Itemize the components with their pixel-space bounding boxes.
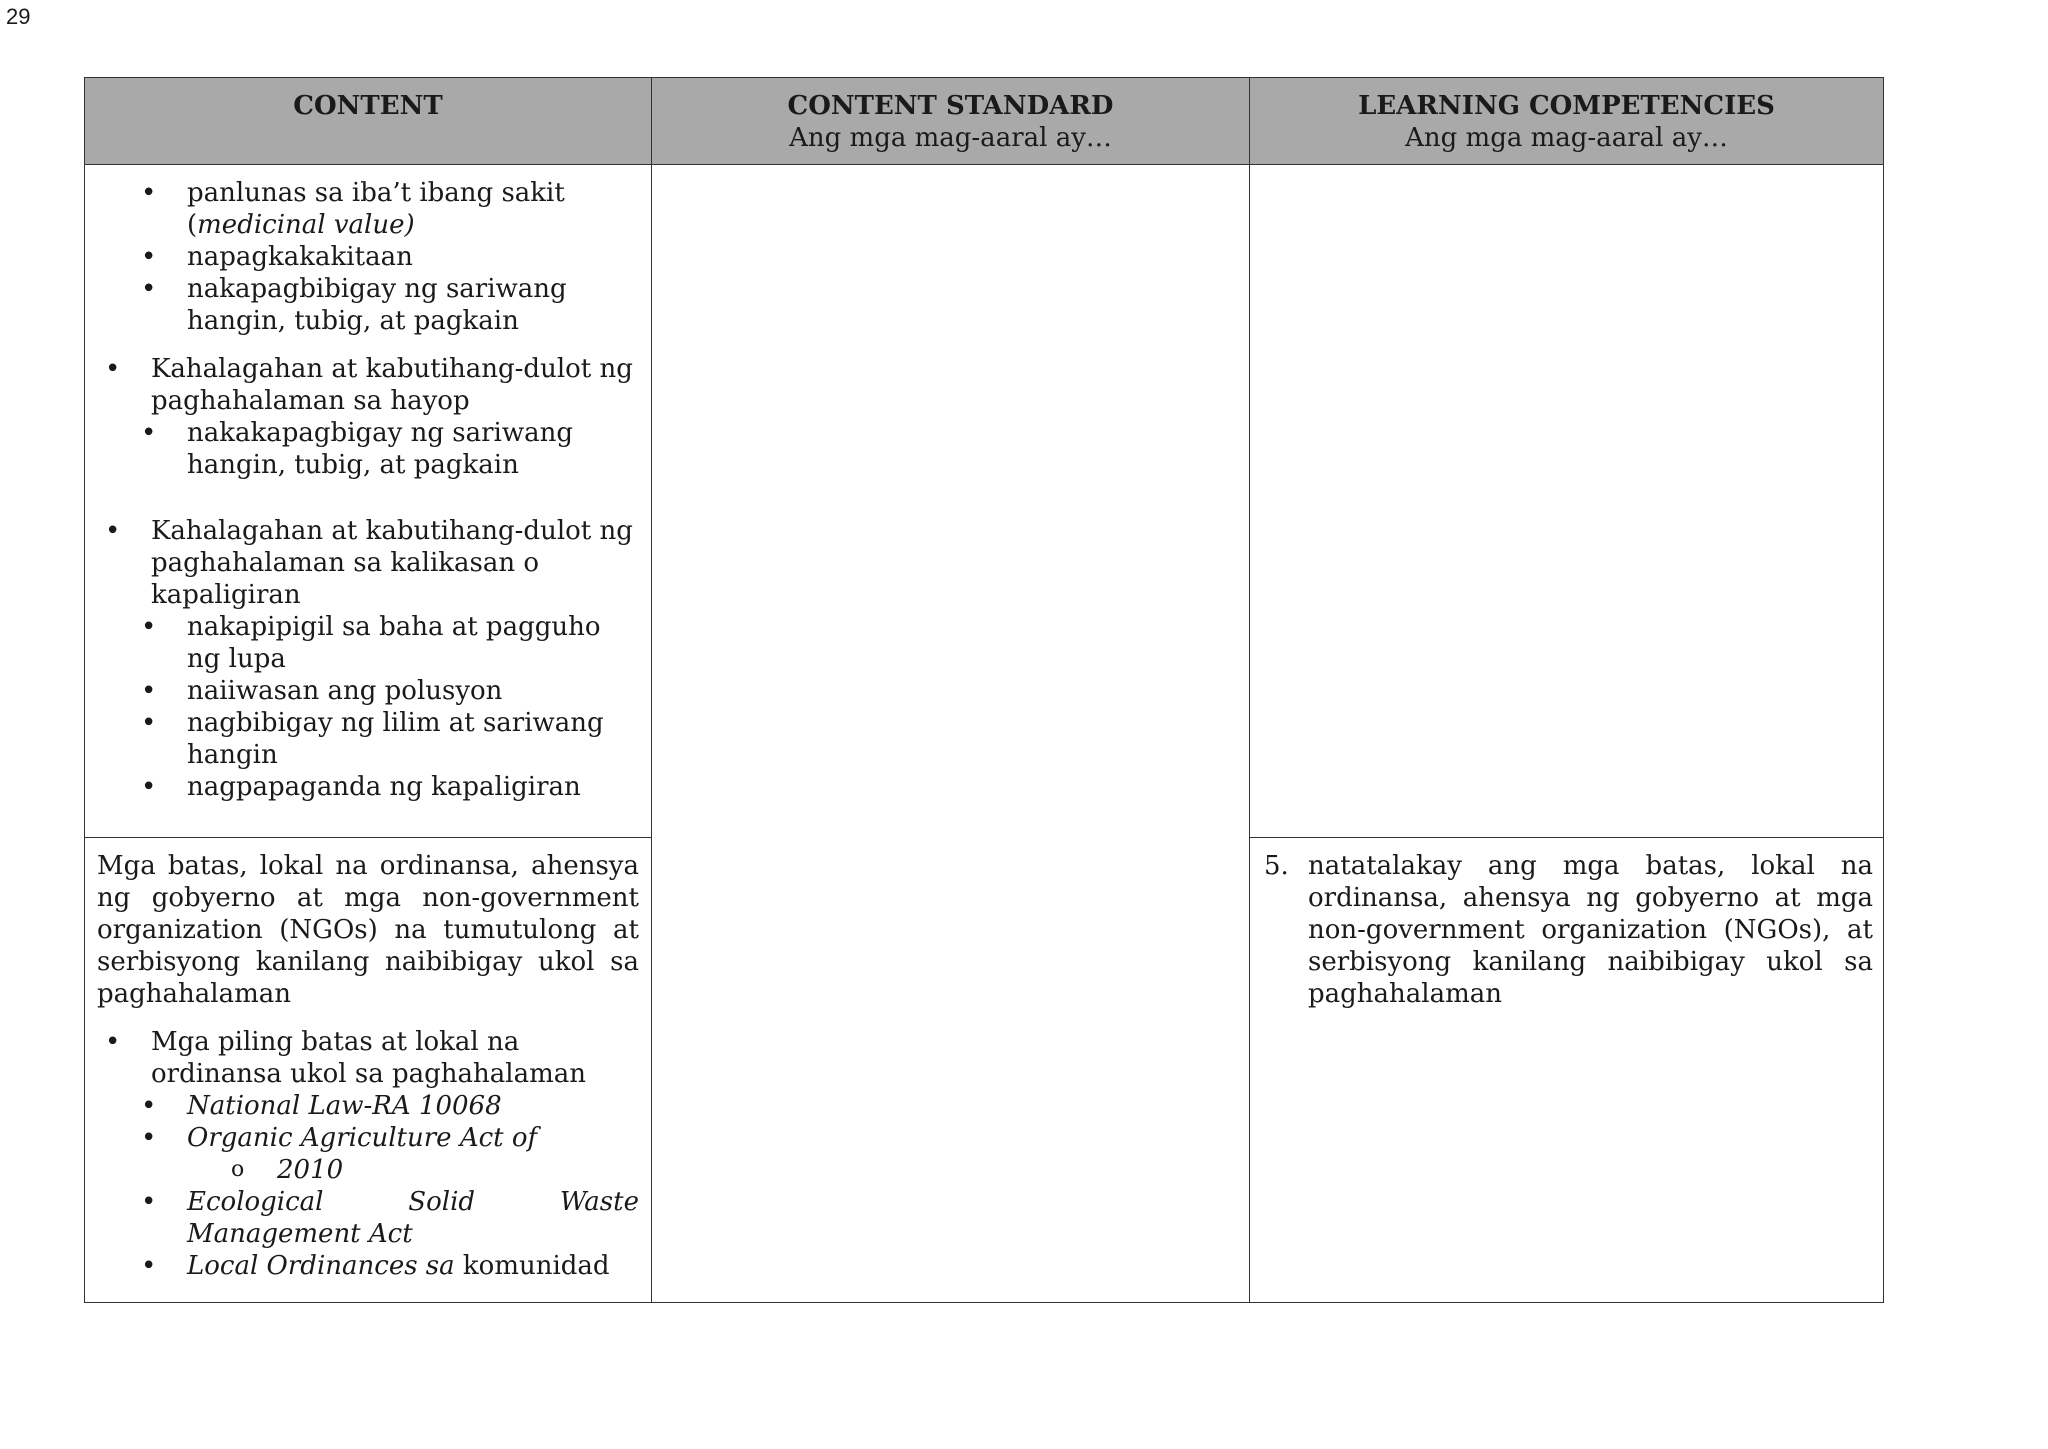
bullet-list	[97, 353, 639, 481]
list-item: • Local Ordinances sa komunidad	[97, 1250, 639, 1282]
list-item: • nakapipigil sa baha at pagguho ng lupa	[97, 611, 639, 675]
table-row	[85, 165, 1884, 838]
table-header-row	[85, 78, 1884, 165]
list-item: o 2010	[97, 1154, 639, 1186]
header-content-title: CONTENT	[293, 91, 443, 121]
competency-text: natatalakay ang mga batas, lokal na ordinansa, ahensya ng gobyerno at mga non-government organization (NGOs), at serbisyong kanilang naibibigay ukol sa paghahalaman	[1308, 851, 1873, 1009]
header-content-standard-title: CONTENT STANDARD	[787, 91, 1114, 121]
list-item: • nagpapaganda ng kapaligiran	[97, 771, 639, 803]
list-item: • nagbibigay ng lilim at sariwang hangin	[97, 707, 639, 771]
laws-intro-text: Mga batas, lokal na ordinansa, ahensya ng gobyerno at mga non-government organization (NGOs) na tumutulong at serbisyong kanilang naibibigay ukol sa paghahalaman	[97, 851, 639, 1009]
header-content-standard	[652, 78, 1250, 165]
list-item: • Mga piling batas at lokal na ordinansa ukol sa paghahalaman	[97, 1026, 639, 1090]
header-content-standard-subtitle: Ang mga mag-aaral ay…	[789, 123, 1112, 153]
bullet-list	[97, 515, 639, 803]
competency-cell	[1250, 838, 1884, 1303]
header-learning-competencies-title: LEARNING COMPETENCIES	[1358, 91, 1775, 121]
list-item: • nakakapagbigay ng sariwang hangin, tubig, at pagkain	[97, 417, 639, 481]
list-item: • napagkakakitaan	[97, 241, 639, 273]
curriculum-table	[84, 77, 1884, 1303]
list-item: • Organic Agriculture Act of	[97, 1122, 639, 1154]
content-standard-cell	[652, 165, 1250, 1303]
bullet-list	[97, 177, 639, 337]
header-learning-competencies-subtitle: Ang mga mag-aaral ay…	[1405, 123, 1728, 153]
header-learning-competencies	[1250, 78, 1884, 165]
header-content	[85, 78, 652, 165]
list-item: • Ecological Solid Waste Management Act	[97, 1186, 639, 1250]
competency-number: 5.	[1264, 851, 1289, 881]
list-item: • naiiwasan ang polusyon	[97, 675, 639, 707]
list-item: • nakapagbibigay ng sariwang hangin, tubig, at pagkain	[97, 273, 639, 337]
content-cell-importance	[85, 165, 652, 838]
list-item: • Kahalagahan at kabutihang-dulot ng paghahalaman sa hayop	[97, 353, 639, 417]
bullet-list	[97, 1026, 639, 1282]
page-number: 29	[6, 4, 31, 29]
list-item: • panlunas sa iba’t ibang sakit (medicinal value)	[97, 177, 639, 241]
list-item: • National Law-RA 10068	[97, 1090, 639, 1122]
content-cell-laws	[85, 838, 652, 1303]
list-item: • Kahalagahan at kabutihang-dulot ng paghahalaman sa kalikasan o kapaligiran	[97, 515, 639, 611]
competency-cell-empty	[1250, 165, 1884, 838]
